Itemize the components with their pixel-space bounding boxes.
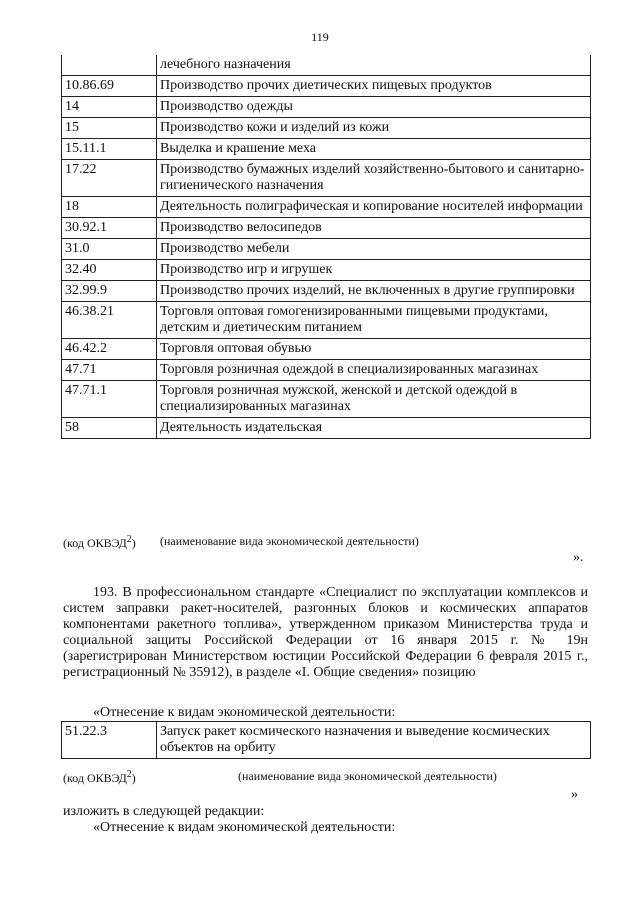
table-row: [62, 218, 591, 239]
table-row: [62, 160, 591, 197]
table-row: [62, 722, 591, 759]
activity-name-cell: Производство кожи и изделий из кожи: [157, 118, 591, 139]
activity-name-cell: Производство одежды: [157, 97, 591, 118]
okved-code-caption: (код ОКВЭД$^2$): [63, 534, 136, 550]
activity-name-cell: Торговля оптовая гомогенизированными пищевыми продуктами, детским и диетическим питанием: [157, 302, 591, 339]
table-row: [62, 239, 591, 260]
okved-code-cell: 14: [62, 97, 157, 118]
table-row: [62, 118, 591, 139]
table-row: [62, 339, 591, 360]
table-row: [62, 97, 591, 118]
activity-name-cell: лечебного назначения: [157, 55, 591, 76]
okved-code-cell: 15.11.1: [62, 139, 157, 160]
activity-name-caption: (наименование вида экономической деятельности): [160, 534, 419, 548]
okved-table-space: [61, 721, 591, 759]
okved-code-cell: [62, 55, 157, 76]
activity-name-cell: Производство велосипедов: [157, 218, 591, 239]
table-row: [62, 302, 591, 339]
activity-name-cell: Запуск ракет космического назначения и выведение космических объектов на орбиту: [157, 722, 591, 759]
page-number: 119: [311, 30, 329, 44]
okved-code-cell: 46.42.2: [62, 339, 157, 360]
table-row: [62, 55, 591, 76]
activity-name-cell: Производство прочих изделий, не включенных в другие группировки: [157, 281, 591, 302]
okved-code-cell: 30.92.1: [62, 218, 157, 239]
table-row: [62, 139, 591, 160]
okved-code-cell: 18: [62, 197, 157, 218]
okved-code-cell: 47.71: [62, 360, 157, 381]
okved-code-cell: 15: [62, 118, 157, 139]
okved-code-cell: 51.22.3: [62, 722, 157, 759]
okved-code-cell: 46.38.21: [62, 302, 157, 339]
intro-line-2: «Отнесение к видам экономической деятельности:: [93, 820, 396, 835]
closing-quote: ».: [573, 550, 584, 565]
activity-name-caption-2: (наименование вида экономической деятельности): [238, 769, 497, 783]
okved-code-cell: 32.99.9: [62, 281, 157, 302]
okved-code-cell: 32.40: [62, 260, 157, 281]
activity-name-cell: Торговля розничная одеждой в специализированных магазинах: [157, 360, 591, 381]
okved-code-cell: 31.0: [62, 239, 157, 260]
activity-name-cell: Производство прочих диетических пищевых продуктов: [157, 76, 591, 97]
activity-name-cell: Деятельность полиграфическая и копирование носителей информации: [157, 197, 591, 218]
okved-code-cell: 10.86.69: [62, 76, 157, 97]
activity-name-cell: Выделка и крашение меха: [157, 139, 591, 160]
okved-code-cell: 17.22: [62, 160, 157, 197]
state-line: изложить в следующей редакции:: [63, 804, 265, 819]
okved-code-cell: 58: [62, 418, 157, 439]
table-row: [62, 281, 591, 302]
table-row: [62, 418, 591, 439]
table-row: [62, 381, 591, 418]
activity-name-cell: Деятельность издательская: [157, 418, 591, 439]
okved-table-main: [61, 55, 591, 439]
activity-name-cell: Торговля оптовая обувью: [157, 339, 591, 360]
closing-quote-2: »: [571, 787, 578, 802]
intro-line: «Отнесение к видам экономической деятельности:: [93, 705, 396, 720]
activity-name-cell: Производство мебели: [157, 239, 591, 260]
table-row: [62, 360, 591, 381]
okved-code-caption-2: (код ОКВЭД$^2$): [63, 769, 136, 785]
table-row: [62, 76, 591, 97]
okved-code-cell: 47.71.1: [62, 381, 157, 418]
activity-name-cell: Торговля розничная мужской, женской и детской одеждой в специализированных магазинах: [157, 381, 591, 418]
footnote-mark-2: 2: [126, 769, 132, 780]
paragraph-193: 193. В профессиональном стандарте «Специалист по эксплуатации комплексов и систем заправки ракет-носителей, разгонных блоков и космических аппаратов компонентами ракетного топлива», утвержденном приказом Министерства труда и социальной защиты Российской Федерации от 16 января 2015 г. № 19н (зарегистрирован Министерством юстиции Российской Федерации 6 февраля 2015 г., регистрационный № 35912), в разделе «I. Общие сведения» позицию: [63, 585, 588, 680]
footnote-mark: 2: [126, 534, 132, 545]
activity-name-cell: Производство игр и игрушек: [157, 260, 591, 281]
table-row: [62, 197, 591, 218]
activity-name-cell: Производство бумажных изделий хозяйственно-бытового и санитарно-гигиенического назначения: [157, 160, 591, 197]
table-row: [62, 260, 591, 281]
